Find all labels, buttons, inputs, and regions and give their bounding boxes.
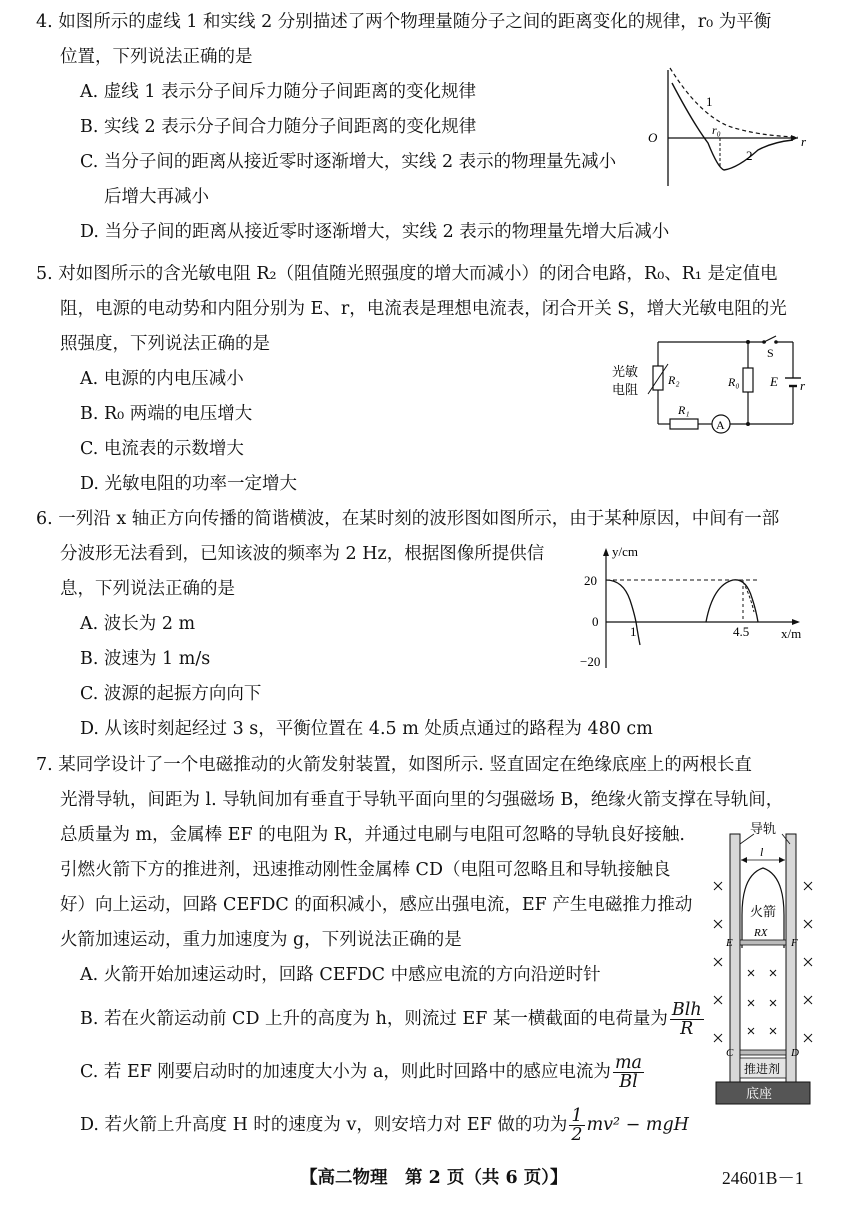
q7-label-d: D: [791, 1047, 799, 1059]
page-footer-code: 24601B－1: [722, 1168, 804, 1188]
q7-option-b: [80, 1000, 706, 1038]
q6-x-tick-1: 1: [630, 624, 637, 639]
q4-option-b: B. 实线 2 表示分子间合力随分子间距离的变化规律: [80, 117, 477, 137]
q7-propellant-label: 推进剂: [744, 1062, 781, 1076]
q7-option-b-text: B. 若在火箭运动前 CD 上升的高度为 h，则流过 EF 某一横截面的电荷量为: [80, 1009, 668, 1029]
q7-option-c-text: C. 若 EF 刚要启动时的加速度大小为 a，则此时回路中的感应电流为: [80, 1062, 611, 1082]
q7-option-d-fraction: [569, 1107, 584, 1144]
q7-rail-label: 导轨: [750, 821, 777, 836]
q5-switch-label: S: [767, 346, 774, 360]
q4-graph-curve2-label: 2: [746, 148, 753, 163]
q4-option-a: A. 虚线 1 表示分子间斥力随分子间距离的变化规律: [80, 82, 477, 102]
q5-emf-label: E: [770, 374, 778, 389]
q7-option-d-text: D. 若火箭上升高度 H 时的速度为 v，则安培力对 EF 做的功为: [80, 1115, 568, 1135]
q7-label-f: F: [791, 937, 798, 949]
page-footer-title: 【高二物理 第 2 页（共 6 页）】: [300, 1168, 568, 1188]
q7-option-c-denominator: Bl: [619, 1072, 638, 1092]
q4-option-c-line2: 后增大再减小: [104, 187, 209, 207]
q5-r2-label: R₂: [668, 373, 680, 387]
q6-y-axis-label: y/cm: [612, 544, 638, 559]
q7-rocket-rail-diagram: [712, 820, 832, 1135]
q5-option-c: C. 电流表的示数增大: [80, 439, 244, 459]
q6-option-a: A. 波长为 2 m: [80, 614, 196, 634]
q5-r1-label: R₁: [678, 403, 690, 417]
q7-stem-line3: 总质量为 m，金属棒 EF 的电阻为 R，并通过电刷与电阻可忽略的导轨良好接触.: [60, 825, 685, 845]
q7-option-a: A. 火箭开始加速运动时，回路 CEFDC 中感应电流的方向沿逆时针: [80, 965, 601, 985]
q6-x-axis-label: x/m: [781, 626, 802, 641]
q7-option-d: [80, 1106, 689, 1144]
q5-ammeter-label: A: [716, 418, 725, 432]
q5-stem-line3: 照强度，下列说法正确的是: [60, 334, 270, 354]
q7-option-b-fraction: [670, 1001, 704, 1038]
q5-internal-r-label: r: [800, 378, 806, 393]
q4-graph-curve1-label: 1: [706, 94, 713, 109]
q6-stem-line3: 息，下列说法正确的是: [60, 579, 235, 599]
q7-option-c-fraction: [613, 1054, 644, 1091]
q5-r0-label: R₀: [728, 375, 740, 389]
q5-option-d: D. 光敏电阻的功率一定增大: [80, 474, 298, 494]
q5-option-b: B. R₀ 两端的电压增大: [80, 404, 253, 424]
q7-rocket-label: 火箭: [750, 904, 777, 919]
q5-label-dianzu: 电阻: [612, 382, 639, 397]
q7-stem-line4: 引燃火箭下方的推进剂，迅速推动刚性金属棒 CD（电阻可忽略且和导轨接触良: [60, 860, 671, 880]
q7-label-e: E: [726, 937, 733, 949]
q6-stem-line1: 6. 一列沿 x 轴正方向传播的简谐横波，在某时刻的波形图如图所示，由于某种原因，中间有一部: [36, 509, 780, 529]
q7-base-label: 底座: [746, 1086, 773, 1101]
q4-molecular-force-graph: [648, 58, 818, 198]
q5-circuit-diagram: [608, 334, 808, 439]
q7-resistor-label: RX: [754, 927, 768, 939]
q7-stem-line2: 光滑导轨，间距为 l. 导轨间加有垂直于导轨平面向里的匀强磁场 B，绝缘火箭支撑在导轨间，: [60, 790, 784, 810]
q6-y-tick-minus20: −20: [580, 654, 601, 669]
q4-graph-origin: O: [648, 130, 658, 145]
q6-y-tick-20: 20: [584, 573, 597, 588]
q6-option-b: B. 波速为 1 m/s: [80, 649, 211, 669]
q7-option-d-tail: mv² − mgH: [586, 1115, 689, 1135]
q7-stem-line5: 好）向上运动，回路 CEFDC 的面积减小，感应出强电流，EF 产生电磁推力推动: [60, 895, 693, 915]
q7-stem-line1: 7. 某同学设计了一个电磁推动的火箭发射装置，如图所示. 竖直固定在绝缘底座上的两根长直: [36, 755, 752, 775]
q5-option-a: A. 电源的内电压减小: [80, 369, 244, 389]
q7-option-c: [80, 1053, 646, 1091]
q4-stem-line2: 位置，下列说法正确的是: [60, 47, 253, 67]
q6-stem-line2: 分波形无法看到，已知该波的频率为 2 Hz，根据图像所提供信: [60, 544, 545, 564]
q7-option-d-numerator: 1: [571, 1106, 583, 1126]
q4-graph-r0: r₀: [712, 123, 721, 137]
q6-wave-graph: [578, 540, 818, 675]
q7-stem-line6: 火箭加速运动，重力加速度为 g，下列说法正确的是: [60, 930, 462, 950]
q7-option-b-denominator: R: [680, 1019, 694, 1039]
q6-option-d: D. 从该时刻起经过 3 s，平衡位置在 4.5 m 处质点通过的路程为 480 cm: [80, 719, 653, 739]
q4-graph-axis-r: r: [801, 134, 807, 149]
q4-option-c-line1: C. 当分子间的距离从接近零时逐渐增大，实线 2 表示的物理量先减小: [80, 152, 617, 172]
q5-stem-line2: 阻，电源的电动势和内阻分别为 E、r，电流表是理想电流表，闭合开关 S，增大光敏电阻的光: [60, 299, 787, 319]
q5-stem-line1: 5. 对如图所示的含光敏电阻 R₂（阻值随光照强度的增大而减小）的闭合电路，R₀、R₁ 是定值电: [36, 264, 778, 284]
q7-option-d-denominator: 2: [571, 1125, 583, 1145]
q7-spacing-label: l: [760, 845, 764, 859]
q7-label-c: C: [726, 1047, 734, 1059]
q5-label-guangmin: 光敏: [612, 364, 639, 379]
q6-y-tick-0: 0: [592, 614, 599, 629]
q4-stem-line1: 4. 如图所示的虚线 1 和实线 2 分别描述了两个物理量随分子之间的距离变化的规律，r₀ 为平衡: [36, 12, 772, 32]
q7-option-c-numerator: ma: [614, 1053, 642, 1073]
q7-option-b-numerator: Blh: [671, 1000, 702, 1020]
q6-option-c: C. 波源的起振方向向下: [80, 684, 262, 704]
q4-option-d: D. 当分子间的距离从接近零时逐渐增大，实线 2 表示的物理量先增大后减小: [80, 222, 670, 242]
q6-x-tick-4-5: 4.5: [733, 624, 750, 639]
